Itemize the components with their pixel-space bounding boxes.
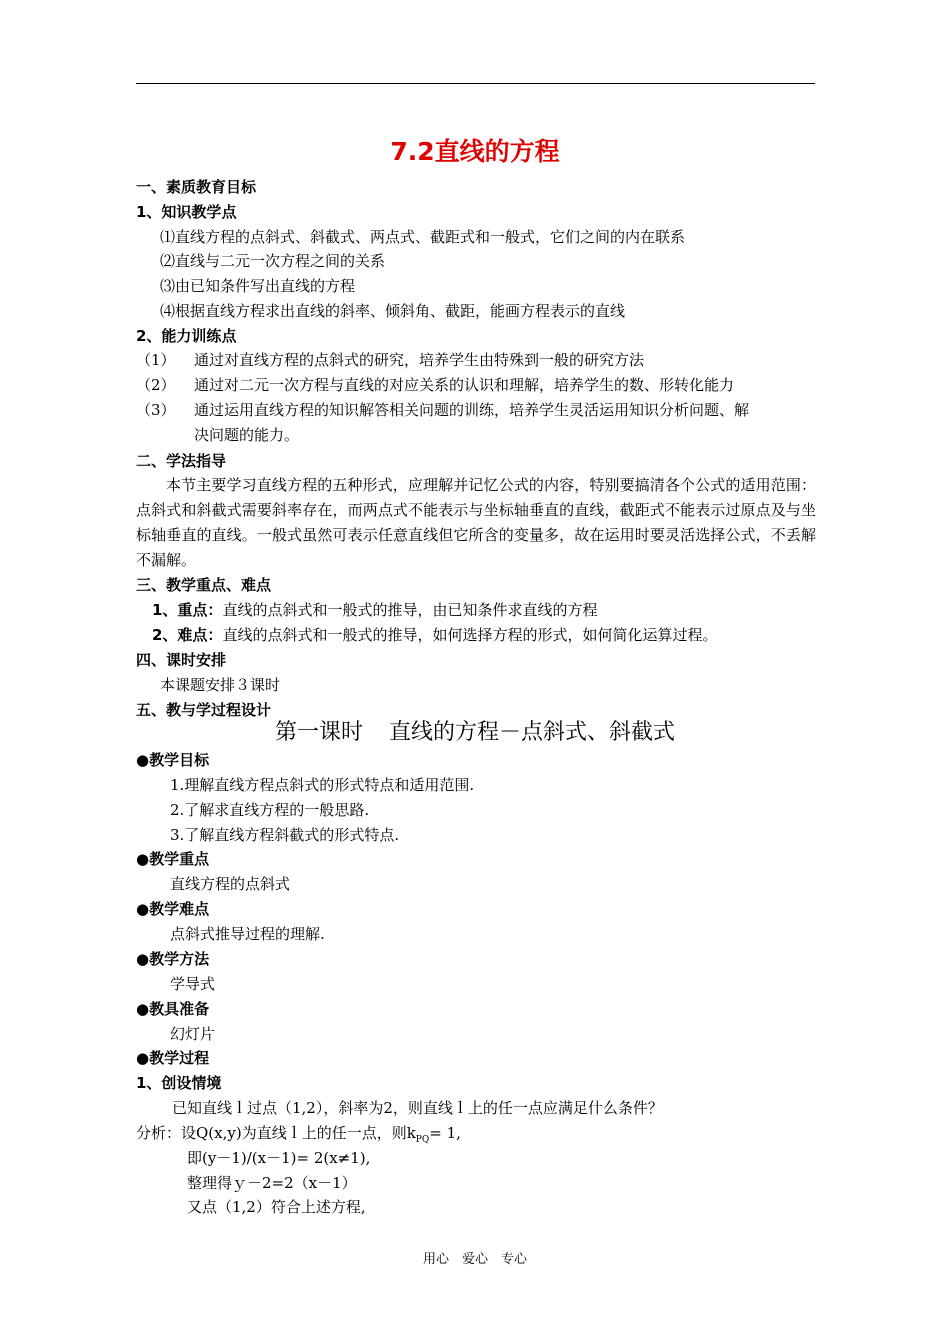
section-heading-keypoints: 三、教学重点、难点 xyxy=(136,576,272,594)
heading-teaching-key: ●教学重点 xyxy=(136,850,210,868)
list-item: 通过运用直线方程的知识解答相关问题的训练，培养学生灵活运用知识分析问题、解 xyxy=(194,401,750,419)
goal-item: 2.了解求直线方程的一般思路. xyxy=(170,801,370,819)
difficulty-label: 2、难点： xyxy=(152,626,223,644)
heading-teaching-tools: ●教具准备 xyxy=(136,1000,210,1018)
teaching-key-text: 直线方程的点斜式 xyxy=(170,875,291,893)
difficulty-row xyxy=(152,625,717,645)
step-1-question: 已知直线ｌ过点（1,2），斜率为2，则直线ｌ上的任一点应满足什么条件？ xyxy=(172,1099,663,1117)
analysis-line xyxy=(136,1123,461,1150)
subheading-ability: 2、能力训练点 xyxy=(136,327,237,345)
list-item: ⑴直线方程的点斜式、斜截式、两点式、截距式和一般式，它们之间的内在联系 xyxy=(160,228,686,246)
heading-teaching-difficulty: ●教学难点 xyxy=(136,900,210,918)
key-point-row xyxy=(152,600,597,620)
list-number: （2） xyxy=(136,376,176,394)
section-heading-method: 二、学法指导 xyxy=(136,452,227,470)
section-heading-goals: 一、素质教育目标 xyxy=(136,178,257,196)
section-heading-process: 五、教与学过程设计 xyxy=(136,701,272,719)
page-footer: 用心 爱心 专心 xyxy=(422,1252,527,1267)
schedule-text: 本课题安排３课时 xyxy=(160,676,281,694)
key-text: 直线的点斜式和一般式的推导，由已知条件求直线的方程 xyxy=(222,601,598,619)
heading-teaching-goals: ●教学目标 xyxy=(136,751,210,769)
list-item: 通过对直线方程的点斜式的研究，培养学生由特殊到一般的研究方法 xyxy=(194,351,645,369)
list-item: ⑷根据直线方程求出直线的斜率、倾斜角、截距，能画方程表示的直线 xyxy=(160,302,626,320)
header-rule xyxy=(136,83,815,84)
equation-line: 整理得ｙ－2=2（x－1） xyxy=(187,1174,357,1192)
equation-line: 即(y－1)/(x－1)= 2(x≠1), xyxy=(187,1149,371,1167)
equation-line: 又点（1,2）符合上述方程, xyxy=(187,1198,366,1216)
list-item: ⑵直线与二元一次方程之间的关系 xyxy=(160,252,386,270)
heading-teaching-method: ●教学方法 xyxy=(136,950,210,968)
analysis-value: = 1, xyxy=(429,1124,461,1142)
lesson-title xyxy=(0,718,950,748)
teaching-tools-text: 幻灯片 xyxy=(170,1025,216,1043)
heading-step-1: 1、创设情境 xyxy=(136,1074,222,1092)
teaching-method-text: 学导式 xyxy=(170,975,216,993)
goal-item: 1.理解直线方程点斜式的形式特点和适用范围. xyxy=(170,776,475,794)
goal-item: 3.了解直线方程斜截式的形式特点. xyxy=(170,826,400,844)
list-item-continued: 决问题的能力。 xyxy=(194,426,300,444)
list-number: （1） xyxy=(136,351,176,369)
list-item: ⑶由已知条件写出直线的方程 xyxy=(160,277,356,295)
page-title: 7.2直线的方程 xyxy=(390,137,560,166)
difficulty-text: 直线的点斜式和一般式的推导，如何选择方程的形式，如何简化运算过程。 xyxy=(222,626,718,644)
subheading-knowledge: 1、知识教学点 xyxy=(136,203,237,221)
section-heading-schedule: 四、课时安排 xyxy=(136,651,227,669)
slope-subscript: PQ xyxy=(415,1135,430,1145)
method-paragraph: 本节主要学习直线方程的五种形式，应理解并记忆公式的内容，特别要搞清各个公式的适用范围：点斜式和斜截式需要斜率存在，而两点式不能表示与坐标轴垂直的直线，截距式不能表示过原点及与坐标轴垂直的直线。一般式虽然可表示任意直线但它所含的变量多，故在运用时要灵活选择公式，不丢解不漏解。 xyxy=(136,476,816,569)
list-number: （3） xyxy=(136,401,176,419)
heading-teaching-process: ●教学过程 xyxy=(136,1049,210,1067)
analysis-text: 分析：设Q(x,y)为直线ｌ上的任一点，则k xyxy=(136,1124,416,1142)
ability-list xyxy=(136,348,816,448)
lesson-topic: 直线的方程－点斜式、斜截式 xyxy=(389,720,676,745)
list-item: 通过对二元一次方程与直线的对应关系的认识和理解，培养学生的数、形转化能力 xyxy=(194,376,735,394)
key-label: 1、重点： xyxy=(152,601,223,619)
lesson-number: 第一课时 xyxy=(274,720,363,745)
teaching-difficulty-text: 点斜式推导过程的理解. xyxy=(170,925,325,943)
